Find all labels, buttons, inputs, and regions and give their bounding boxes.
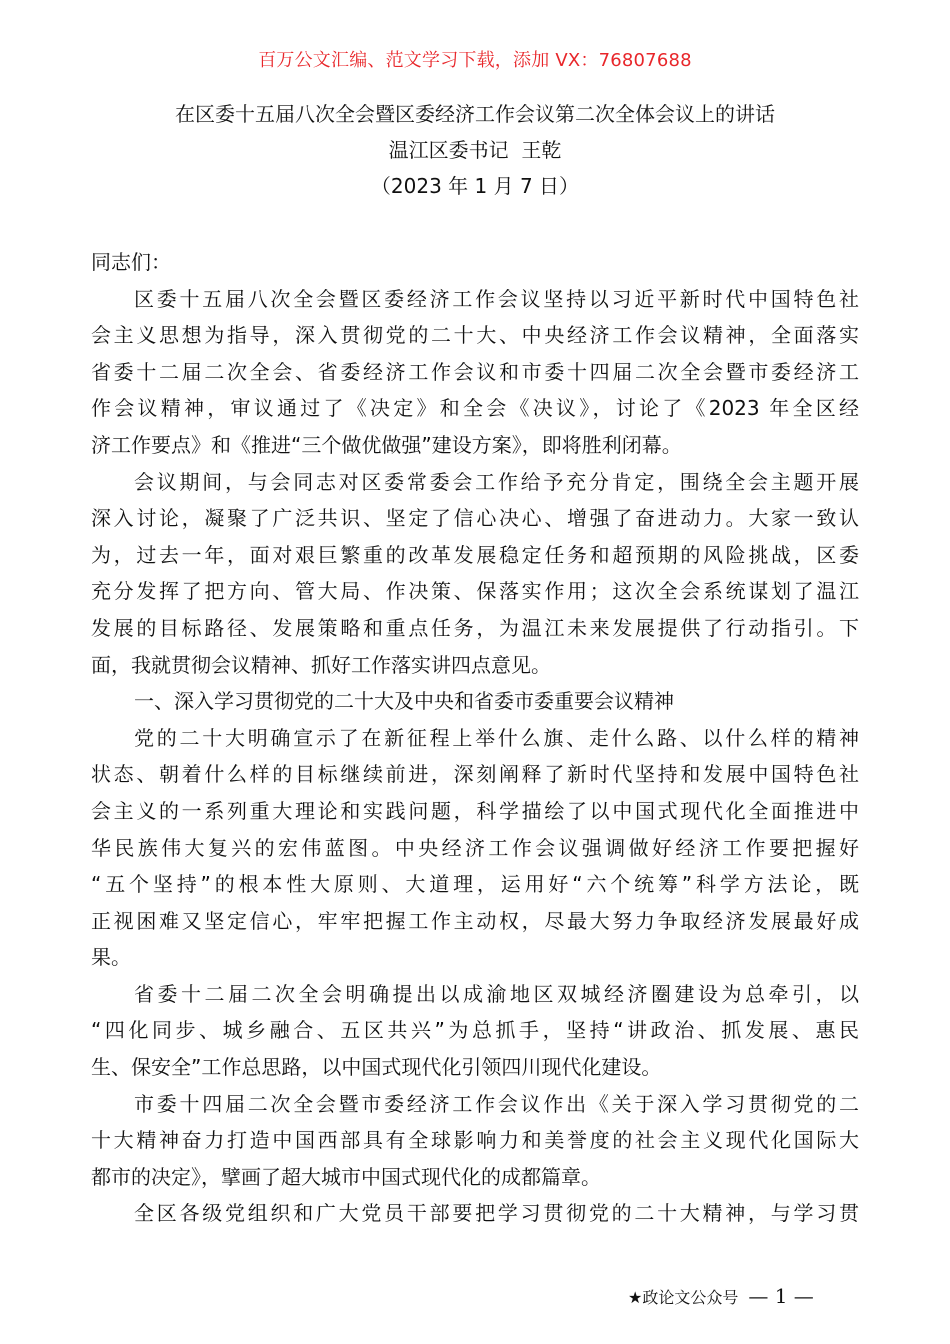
paragraph-line: “五个坚持”的根本性大原则、大道理，运用好“六个统筹”科学方法论，既: [91, 872, 859, 897]
paragraph-line: 正视困难又坚定信心，牢牢把握工作主动权，尽最大努力争取经济发展最好成: [91, 908, 859, 933]
section-heading: 一、深入学习贯彻党的二十大及中央和省委市委重要会议精神: [134, 689, 674, 714]
salutation: 同志们：: [91, 250, 171, 274]
paragraph-line: 市委十四届二次全会暨市委经济工作会议作出《关于深入学习贯彻党的二: [134, 1091, 859, 1116]
paragraph-line: 充分发挥了把方向、管大局、作决策、保落实作用；这次全会系统谋划了温江: [91, 579, 859, 604]
paragraph-line: 生、保安全”工作总思路，以中国式现代化引领四川现代化建设。: [91, 1055, 662, 1080]
paragraph-line: 十大精神奋力打造中国西部具有全球影响力和美誉度的社会主义现代化国际大: [91, 1128, 859, 1153]
document-body: [91, 244, 859, 1232]
document-author: 温江区委书记 王乾: [388, 138, 562, 162]
document-header: [0, 96, 950, 204]
page-footer: [628, 1284, 814, 1308]
watermark-banner: 百万公文汇编、范文学习下载，添加 VX：76807688: [258, 50, 692, 71]
paragraph-line: 面，我就贯彻会议精神、抓好工作落实讲四点意见。: [91, 652, 551, 677]
paragraph-line: 状态、朝着什么样的目标继续前进，深刻阐释了新时代坚持和发展中国特色社: [91, 762, 859, 787]
paragraph-line: 省委十二届二次全会、省委经济工作会议和市委十四届二次全会暨市委经济工: [91, 359, 859, 384]
footer-source: ★政论文公众号: [628, 1288, 739, 1307]
paragraph-line: 省委十二届二次全会明确提出以成渝地区双城经济圈建设为总牵引，以: [134, 981, 859, 1006]
paragraph-line: 济工作要点》和《推进“三个做优做强”建设方案》，即将胜利闭幕。: [91, 432, 682, 457]
paragraph-line: 为，过去一年，面对艰巨繁重的改革发展稳定任务和超预期的风险挑战，区委: [91, 542, 859, 567]
paragraph-line: 果。: [91, 945, 131, 970]
paragraph-line: 会主义思想为指导，深入贯彻党的二十大、中央经济工作会议精神，全面落实: [91, 323, 859, 348]
paragraph-line: 全区各级党组织和广大党员干部要把学习贯彻党的二十大精神，与学习贯: [134, 1201, 859, 1226]
paragraph-line: 区委十五届八次全会暨区委经济工作会议坚持以习近平新时代中国特色社: [134, 286, 859, 311]
paragraph-line: 深入讨论，凝聚了广泛共识、坚定了信心决心、增强了奋进动力。大家一致认: [91, 506, 859, 531]
paragraph-line: “四化同步、城乡融合、五区共兴”为总抓手，坚持“讲政治、抓发展、惠民: [91, 1018, 859, 1043]
paragraph-line: 发展的目标路径、发展策略和重点任务，为温江未来发展提供了行动指引。下: [91, 615, 859, 640]
paragraph-line: 华民族伟大复兴的宏伟蓝图。中央经济工作会议强调做好经济工作要把握好: [91, 835, 859, 860]
page-number: — 1 —: [748, 1284, 814, 1308]
paragraph-line: 都市的决定》，擘画了超大城市中国式现代化的成都篇章。: [91, 1164, 601, 1189]
document-title: 在区委十五届八次全会暨区委经济工作会议第二次全体会议上的讲话: [175, 102, 775, 126]
paragraph-line: 会议期间，与会同志对区委常委会工作给予充分肯定，围绕全会主题开展: [134, 469, 859, 494]
paragraph-line: 作会议精神，审议通过了《决定》和全会《决议》，讨论了《2023 年全区经: [91, 396, 859, 421]
document-date: （2023 年 1 月 7 日）: [370, 174, 580, 198]
paragraph-line: 党的二十大明确宣示了在新征程上举什么旗、走什么路、以什么样的精神: [134, 725, 859, 750]
paragraph-line: 会主义的一系列重大理论和实践问题，科学描绘了以中国式现代化全面推进中: [91, 798, 859, 823]
